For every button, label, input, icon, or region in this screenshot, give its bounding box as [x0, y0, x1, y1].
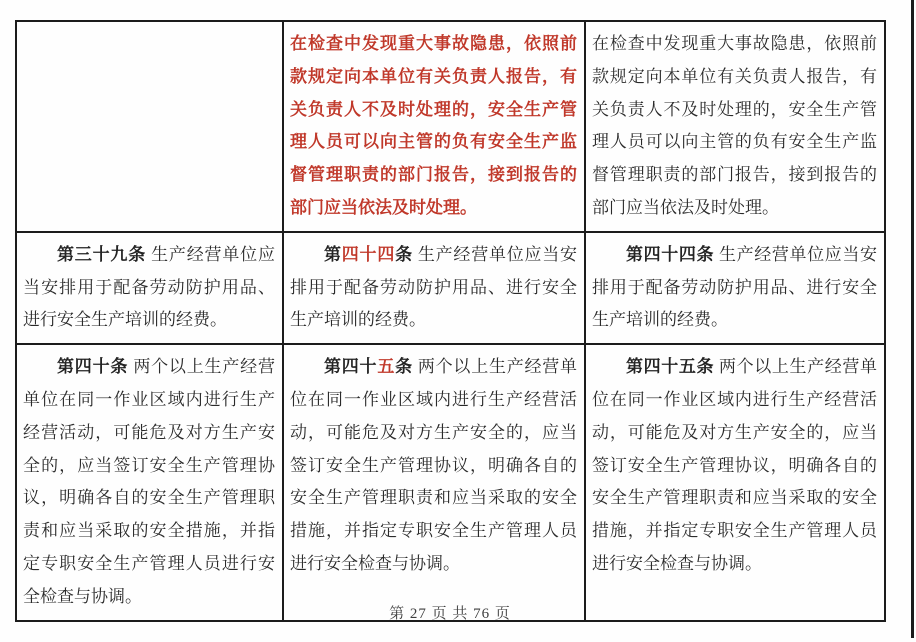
text-segment: 条: [395, 357, 413, 377]
law-article-paragraph: [592, 239, 877, 337]
law-article-paragraph: [592, 28, 877, 225]
table-cell: [585, 344, 885, 620]
table-row: [16, 21, 885, 232]
text-segment: 在检查中发现重大事故隐患，依照前款规定向本单位有关负责人报告，有关负责人不及时处理的，安全生产管理人员可以向主管的负有安全生产监督管理职责的部门报告，接到报告的部门应当依法及时处理。: [592, 34, 877, 217]
text-segment: 第: [324, 244, 342, 264]
law-comparison-table-body: [16, 21, 885, 621]
table-cell: [283, 344, 585, 620]
page-number-footer: 第 27 页 共 76 页: [389, 606, 511, 622]
text-segment: 生产经营单位应当安排用于配备劳动防护用品、进行安全生产培训的经费。: [592, 244, 877, 330]
text-segment: 两个以上生产经营单位在同一作业区域内进行生产经营活动，可能危及对方生产安全的，应当签订安全生产管理协议，明确各自的安全生产管理职责和应当采取的安全措施，并指定专职安全生产管理人员进行安全检查与协调。: [290, 357, 578, 573]
table-row: [16, 232, 885, 344]
table-cell: [16, 232, 283, 344]
table-cell: [16, 344, 283, 620]
law-article-paragraph: [592, 351, 877, 581]
text-segment: 两个以上生产经营单位在同一作业区域内进行生产经营活动，可能危及对方生产安全的，应当签订安全生产管理协议，明确各自的安全生产管理职责和应当采取的安全措施，并指定专职安全生产管理人员进行安全检查与协调。: [23, 357, 275, 606]
law-article-paragraph: [290, 28, 577, 225]
law-article-paragraph: [290, 239, 577, 337]
text-segment: 第四十条: [57, 357, 129, 377]
page-edge-line: [911, 0, 914, 638]
text-segment: 四十四: [341, 244, 396, 264]
table-cell: [283, 232, 585, 344]
table-cell: [283, 21, 585, 232]
text-segment: 第四十: [324, 357, 378, 377]
text-segment: 条: [395, 244, 413, 264]
text-segment: 在检查中发现重大事故隐患，依照前款规定向本单位有关负责人报告，有关负责人不及时处理的，安全生产管理人员可以向主管的负有安全生产监督管理职责的部门报告，接到报告的部门应当依法及时处理。: [290, 34, 577, 217]
text-segment: 生产经营单位应当安排用于配备劳动防护用品、进行安全生产培训的经费。: [23, 244, 275, 330]
text-segment: 第三十九条: [57, 244, 147, 264]
text-segment: 两个以上生产经营单位在同一作业区域内进行生产经营活动，可能危及对方生产安全的，应当签订安全生产管理协议，明确各自的安全生产管理职责和应当采取的安全措施，并指定专职安全生产管理人员进行安全检查与协调。: [592, 357, 877, 573]
table-cell: [585, 21, 885, 232]
table-row: [16, 344, 885, 620]
text-segment: 五: [377, 357, 396, 377]
law-comparison-table: [15, 20, 886, 622]
text-segment: 第四十五条: [626, 357, 715, 377]
table-cell: [16, 21, 283, 232]
law-article-paragraph: [23, 351, 275, 613]
table-cell: [585, 232, 885, 344]
law-article-paragraph: [23, 239, 275, 337]
text-segment: 生产经营单位应当安排用于配备劳动防护用品、进行安全生产培训的经费。: [290, 244, 578, 330]
law-article-paragraph: [290, 351, 577, 581]
text-segment: 第四十四条: [626, 244, 715, 264]
